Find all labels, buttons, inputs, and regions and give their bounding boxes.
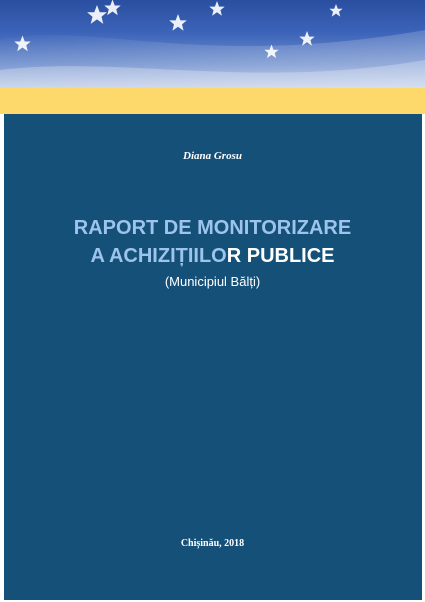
eu-flag-banner — [0, 0, 425, 92]
title-line-2-part-1: A ACHIZIȚIILO — [90, 245, 227, 267]
place-and-year: Chișinău, 2018 — [180, 538, 245, 549]
blue-panel — [4, 114, 422, 600]
yellow-stripe — [0, 88, 425, 114]
report-title — [0, 214, 425, 270]
title-line-1: RAPORT DE MONITORIZARE — [73, 217, 352, 239]
title-line-2-part-2: R PUBLICE — [226, 245, 335, 267]
report-subtitle: (Municipiul Bălți) — [164, 274, 261, 289]
eu-flag-stars-icon — [0, 0, 425, 92]
author-name: Diana Grosu — [183, 150, 242, 162]
title-line-2 — [0, 242, 425, 270]
